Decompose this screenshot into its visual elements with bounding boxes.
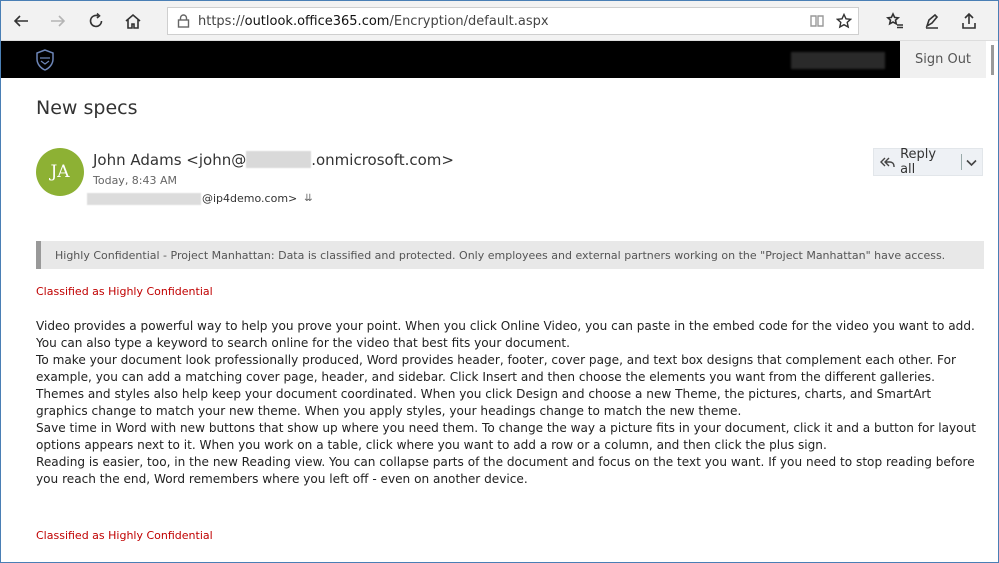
sender-name-prefix: John Adams <john@ (93, 151, 247, 169)
body-paragraph: To make your document look professionally produced, Word provides header, footer, cover page, and text box designs that complement each other. For example, you can add a matching cover page, header, and sidebar. Click Insert and then choose the elements you want from the different galleries. (36, 353, 956, 384)
redacted-domain (246, 151, 311, 168)
sign-out-button[interactable]: Sign Out (900, 41, 986, 78)
body-paragraph: Themes and styles also help keep your document coordinated. When you click Design and choose a new Theme, the pictures, charts, and SmartArt graphics change to match your new theme. When you apply styles, your headings change to match the new theme. (36, 387, 932, 418)
body-paragraph: Reading is easier, too, in the new Reading view. You can collapse parts of the document and focus on the text you want. If you need to stop reading before you reach the end, Word remembers where you left off - even on another device. (36, 455, 975, 486)
lock-icon (168, 14, 198, 28)
reply-all-icon (874, 155, 900, 170)
share-icon[interactable] (955, 7, 983, 35)
reading-view-icon[interactable] (804, 13, 830, 29)
shield-logo-icon (35, 49, 55, 71)
redacted-recipient (87, 193, 201, 205)
app-header (1, 41, 998, 78)
chevron-down-icon[interactable] (962, 157, 982, 168)
body-paragraph: Video provides a powerful way to help you prove your point. When you click Online Video, you can paste in the embed code for the video you want to add. You can also type a keyword to search online for the video that best fits your document. (36, 319, 975, 350)
home-icon[interactable] (119, 7, 147, 35)
refresh-icon[interactable] (82, 7, 110, 35)
pen-notes-icon[interactable] (918, 7, 946, 35)
back-icon[interactable] (7, 7, 35, 35)
scrollbar-thumb[interactable] (991, 45, 994, 75)
browser-toolbar (1, 1, 998, 41)
recipient-domain: @ip4demo.com> (202, 192, 298, 205)
sender[interactable] (93, 151, 454, 169)
forward-icon[interactable] (44, 7, 72, 35)
redacted-user-name (791, 52, 885, 69)
url-text[interactable]: https://outlook.office365.com/Encryption/default.aspx (198, 13, 549, 29)
classification-banner: Highly Confidential - Project Manhattan: Data is classified and protected. Only employees and external partners working on the "Project Manhattan" have access. (36, 241, 984, 269)
favorites-list-icon[interactable] (881, 7, 909, 35)
classification-label-top: Classified as Highly Confidential (36, 285, 213, 298)
message-subject: New specs (36, 97, 138, 119)
classification-label-bottom: Classified as Highly Confidential (36, 529, 213, 542)
body-paragraph: Save time in Word with new buttons that show up where you need them. To change the way a picture fits in your document, click it and a button for layout options appears next to it. When you work on a table, click where you want to add a row or a column, and then click the plus sign. (36, 421, 976, 452)
avatar: JA (36, 148, 84, 196)
address-bar[interactable] (167, 7, 859, 35)
favorite-star-icon[interactable] (830, 13, 858, 29)
sender-name-suffix: .onmicrosoft.com> (311, 151, 454, 169)
timestamp: Today, 8:43 AM (93, 174, 178, 187)
expand-recipients-icon[interactable]: ⇊ (304, 193, 313, 204)
message-body (36, 318, 986, 488)
reply-all-button[interactable] (873, 148, 983, 176)
recipient[interactable] (87, 192, 313, 205)
reply-all-label: Reply all (900, 147, 937, 177)
